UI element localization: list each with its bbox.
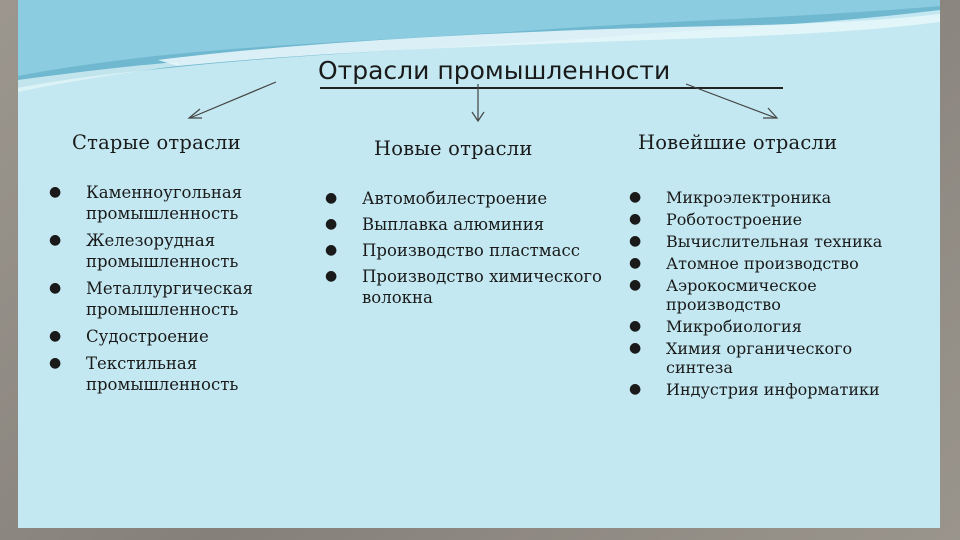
- list-item: [44, 230, 324, 272]
- arrow-left: [190, 82, 276, 118]
- list-item-label: Железорудная промышленность: [86, 231, 239, 271]
- list-item: [44, 182, 324, 224]
- bullet-icon: ●: [325, 268, 338, 284]
- bullet-icon: ●: [629, 381, 642, 397]
- list-item: [44, 353, 324, 395]
- list-item-label: Производство химического волокна: [362, 267, 602, 307]
- slide: [18, 0, 940, 528]
- list-item: [44, 278, 324, 320]
- arrow-right: [686, 84, 776, 118]
- list-item-label: Текстильная промышленность: [86, 354, 239, 394]
- list-item: [624, 317, 894, 336]
- list-item-label: Роботостроение: [666, 210, 803, 229]
- column-heading-newest: Новейшие отрасли: [638, 131, 838, 154]
- list-item: [320, 188, 620, 209]
- list-item-label: Выплавка алюминия: [362, 215, 545, 234]
- bullet-icon: ●: [49, 280, 62, 296]
- list-item-label: Аэрокосмическое производство: [666, 276, 817, 314]
- bullet-icon: ●: [629, 318, 642, 334]
- list-item: [624, 339, 894, 377]
- bullet-icon: ●: [49, 184, 62, 200]
- bullet-icon: ●: [49, 232, 62, 248]
- bullet-icon: ●: [49, 328, 62, 344]
- list-item-label: Атомное производство: [666, 254, 859, 273]
- bullet-icon: ●: [49, 355, 62, 371]
- list-item-label: Микробиология: [666, 317, 802, 336]
- list-item: [624, 276, 894, 314]
- list-item-label: Производство пластмасс: [362, 241, 580, 260]
- list-item-label: Металлургическая промышленность: [86, 279, 253, 319]
- list-item-label: Вычислительная техника: [666, 232, 883, 251]
- list-item: [44, 326, 324, 347]
- branch-arrows: [18, 0, 940, 140]
- list-newest-industries: [624, 188, 894, 402]
- bullet-icon: ●: [325, 216, 338, 232]
- bullet-icon: ●: [629, 340, 642, 356]
- list-item: [624, 188, 894, 207]
- list-item-label: Индустрия информатики: [666, 380, 880, 399]
- list-item: [624, 232, 894, 251]
- list-item-label: Судостроение: [86, 327, 209, 346]
- bullet-icon: ●: [325, 190, 338, 206]
- column-heading-old: Старые отрасли: [72, 131, 241, 154]
- bullet-icon: ●: [629, 211, 642, 227]
- list-old-industries: [44, 182, 324, 401]
- list-item: [320, 240, 620, 261]
- bullet-icon: ●: [629, 255, 642, 271]
- bullet-icon: ●: [629, 277, 642, 293]
- list-item: [624, 254, 894, 273]
- list-item: [624, 210, 894, 229]
- list-item-label: Каменноугольная промышленность: [86, 183, 243, 223]
- list-item-label: Микроэлектроника: [666, 188, 832, 207]
- list-new-industries: [320, 188, 620, 313]
- bullet-icon: ●: [629, 233, 642, 249]
- page-title: Отрасли промышленности: [318, 56, 671, 85]
- bullet-icon: ●: [629, 189, 642, 205]
- list-item: [320, 214, 620, 235]
- list-item-label: Химия органического синтеза: [666, 339, 853, 377]
- bullet-icon: ●: [325, 242, 338, 258]
- list-item: [624, 380, 894, 399]
- column-heading-new: Новые отрасли: [374, 137, 533, 160]
- list-item-label: Автомобилестроение: [362, 189, 548, 208]
- list-item: [320, 266, 620, 308]
